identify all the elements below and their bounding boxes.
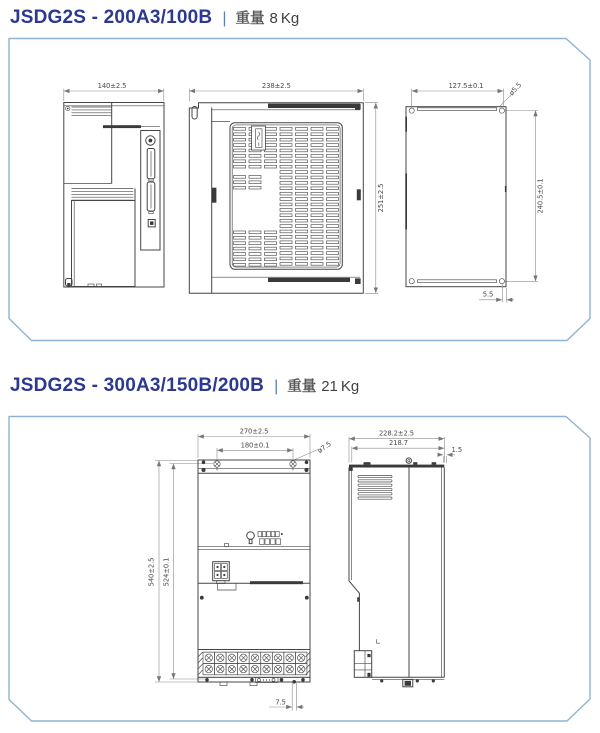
section-title-300a3 [10,375,359,397]
led-display [258,532,283,545]
vent-grid [234,128,339,267]
dim-front-height: 540±2.5 [147,557,156,587]
dim-side-flange: 1.5 [451,445,463,454]
mount-hole [499,279,504,284]
weight-label: 重量 [287,379,317,395]
keyhole-icon [247,532,255,540]
mount-view [405,81,544,303]
dim-back-width: 238±2.5 [261,81,291,90]
section-title-200a3 [10,7,299,29]
weight-label: 重量 [235,11,265,27]
weight-value: 21 [321,378,338,395]
front-view [148,427,333,710]
dim-mount-height: 240.5±0.1 [536,178,545,214]
label-plate [252,126,266,150]
dim-side-inner-width: 218.7 [389,438,408,447]
dim-side-width: 228.2±2.5 [378,429,415,438]
vent-panel [230,123,342,270]
dim-back-height: 251±2.5 [377,183,385,213]
mount-hole [499,108,504,113]
panel-border [9,417,590,722]
heatsink-fins-top [72,107,112,116]
mount-hole [409,108,414,113]
mount-hole [409,279,414,284]
dim-mount-width: 127.5±0.1 [448,81,484,90]
side-view [349,430,462,687]
weight-unit: Kg [340,378,360,395]
terminal-screws [203,652,307,675]
lifting-eye [406,458,411,463]
weight-value: 8 [269,10,278,27]
dim-front-width: 270±2.5 [239,427,269,436]
side-vent-slots [358,476,392,500]
back-view [189,82,385,293]
dim-front-hole-dia: ø7.5 [316,440,333,455]
weight-unit: Kg [280,10,300,27]
mount-hole-right [290,461,296,471]
model-name: JSDG2S - 200A3/100B [10,7,213,28]
front-view [64,82,164,287]
title-separator: | [222,10,227,27]
dim-front-hole-span: 180±0.1 [240,441,270,450]
heatsink-fins-mid [72,189,134,201]
dim-front-bottom-offset: 7.5 [275,698,286,707]
dimension-drawing-300a3 [8,415,592,722]
mount-hole-left [214,461,220,471]
dim-front-width: 140±2.5 [97,81,127,90]
dimension-drawing-200a3 [8,37,592,342]
title-separator: | [274,378,279,395]
model-name: JSDG2S - 300A3/150B/200B [10,375,265,396]
dim-mount-hole-dia: ø5.5 [507,80,524,98]
dim-front-mount-height: 524±0.1 [162,557,171,587]
dim-mount-edge-offset: 5.5 [482,290,494,299]
